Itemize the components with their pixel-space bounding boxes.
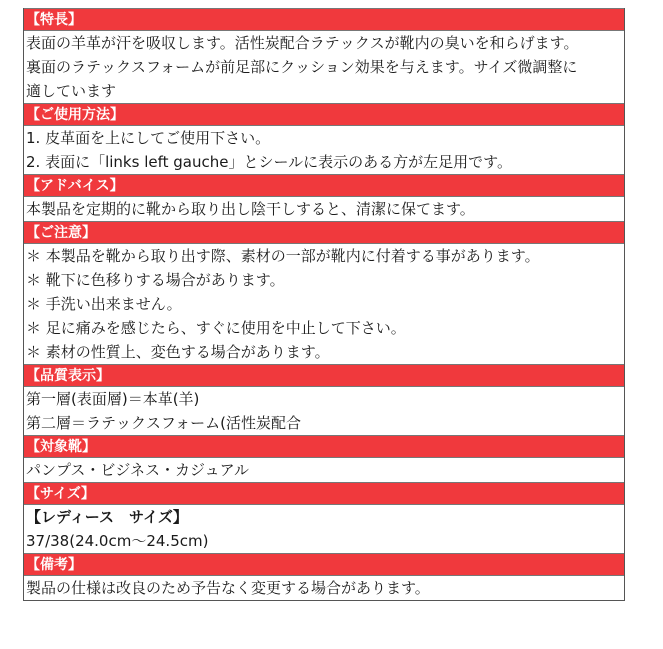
- quality-line: 第一層(表面層)＝本革(羊): [26, 390, 200, 408]
- section-body-target-shoes: [24, 458, 624, 482]
- caution-line: ＊ 本製品を靴から取り出す際、素材の一部が靴内に付着する事があります。: [26, 247, 540, 265]
- product-info-sheet: [23, 8, 625, 601]
- advice-line: 本製品を定期的に靴から取り出し陰干しすると、清潔に保てます。: [26, 200, 475, 218]
- section-header-caution: 【ご注意】: [24, 221, 624, 244]
- section-body-quality: [24, 387, 624, 435]
- caution-line: ＊ 靴下に色移りする場合があります。: [26, 271, 285, 289]
- section-body-size: [24, 505, 624, 553]
- section-header-size: 【サイズ】: [24, 482, 624, 505]
- section-body-advice: [24, 197, 624, 221]
- section-body-notes: [24, 576, 624, 600]
- section-body-caution: [24, 244, 624, 364]
- caution-line: ＊ 素材の性質上、変色する場合があります。: [26, 343, 330, 361]
- features-line: 適しています: [26, 82, 117, 100]
- target-shoes-line: パンプス・ビジネス・カジュアル: [26, 461, 250, 479]
- features-line: 表面の羊革が汗を吸収します。活性炭配合ラテックスが靴内の臭いを和らげます。: [26, 34, 579, 52]
- section-header-target-shoes: 【対象靴】: [24, 435, 624, 458]
- caution-line: ＊ 足に痛みを感じたら、すぐに使用を中止して下さい。: [26, 319, 406, 337]
- size-subheading: 【レディース サイズ】: [26, 508, 188, 526]
- section-body-usage: [24, 126, 624, 174]
- section-header-advice: 【アドバイス】: [24, 174, 624, 197]
- caution-line: ＊ 手洗い出来ません。: [26, 295, 182, 313]
- features-line: 裏面のラテックスフォームが前足部にクッション効果を与えます。サイズ微調整に: [26, 58, 578, 76]
- usage-line: 2. 表面に「links left gauche」とシールに表示のある方が左足用です。: [26, 153, 512, 171]
- notes-line: 製品の仕様は改良のため予告なく変更する場合があります。: [26, 579, 430, 597]
- usage-line: 1. 皮革面を上にしてご使用下さい。: [26, 129, 271, 147]
- section-header-features: 【特長】: [24, 8, 624, 31]
- quality-line: 第二層＝ラテックスフォーム(活性炭配合: [26, 414, 301, 432]
- size-line: 37/38(24.0cm～24.5cm): [26, 532, 209, 550]
- section-header-usage: 【ご使用方法】: [24, 103, 624, 126]
- section-header-notes: 【備考】: [24, 553, 624, 576]
- section-body-features: [24, 31, 624, 103]
- section-header-quality: 【品質表示】: [24, 364, 624, 387]
